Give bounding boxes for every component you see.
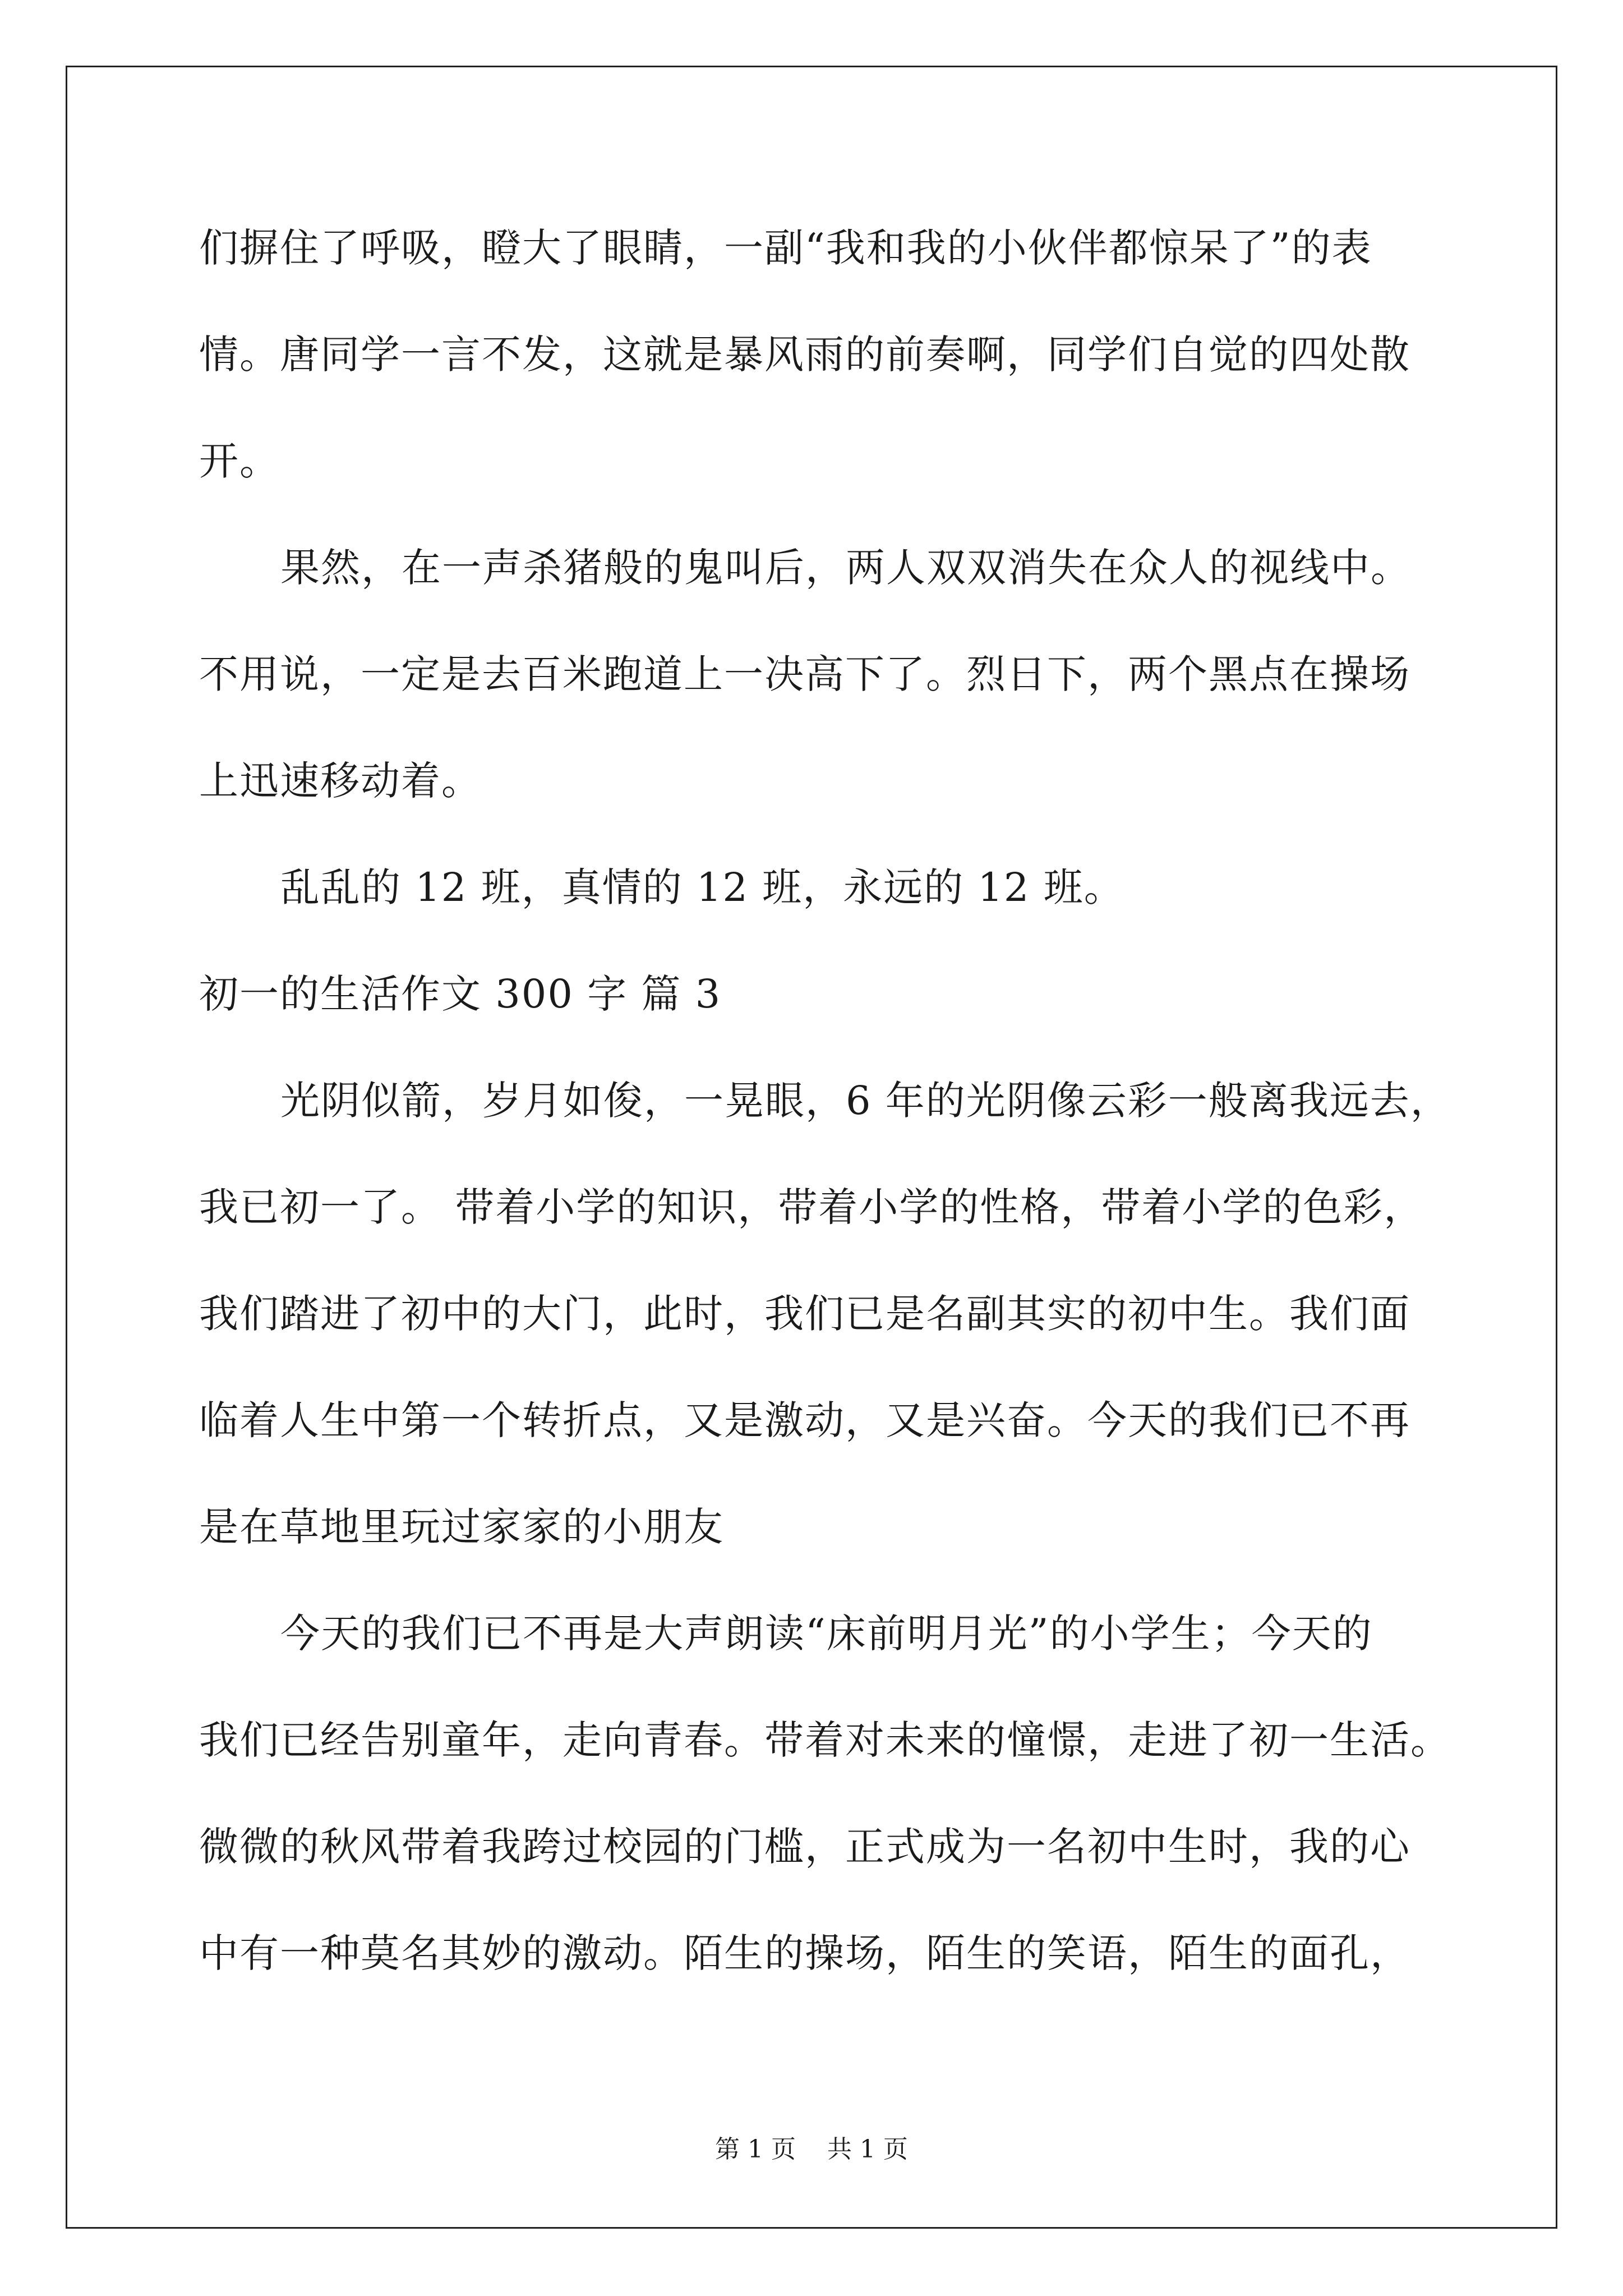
paragraph-line: 今天的我们已不再是大声朗读“床前明月光”的小学生；今天的 bbox=[280, 1611, 1373, 1657]
paragraph-line: 上迅速移动着。 bbox=[199, 758, 482, 804]
paragraph-line: 们摒住了呼吸，瞪大了眼睛，一副“我和我的小伙伴都惊呆了”的表 bbox=[199, 225, 1372, 271]
section-heading: 初一的生活作文 300 字 篇 3 bbox=[199, 971, 722, 1017]
paragraph-line: 光阴似箭，岁月如俊，一晃眼，6 年的光阴像云彩一般离我远去， bbox=[280, 1078, 1451, 1124]
paragraph-line: 我们踏进了初中的大门，此时，我们已是名副其实的初中生。我们面 bbox=[199, 1291, 1410, 1337]
paragraph-line: 临着人生中第一个转折点，又是激动，又是兴奋。今天的我们已不再 bbox=[199, 1397, 1410, 1443]
paragraph-line: 我们已经告别童年，走向青春。带着对未来的憧憬，走进了初一生活。 bbox=[199, 1717, 1451, 1763]
paragraph-line: 果然，在一声杀猪般的鬼叫后，两人双双消失在众人的视线中。 bbox=[280, 545, 1411, 591]
paragraph-line: 开。 bbox=[199, 438, 280, 484]
page-border bbox=[66, 66, 1557, 2229]
paragraph-line: 我已初一了。 带着小学的知识，带着小学的性格，带着小学的色彩， bbox=[199, 1184, 1424, 1230]
paragraph-line: 中有一种莫名其妙的激动。陌生的操场，陌生的笑语，陌生的面孔， bbox=[199, 1930, 1410, 1976]
paragraph-line: 不用说，一定是去百米跑道上一决高下了。烈日下，两个黑点在操场 bbox=[199, 651, 1410, 697]
paragraph-line: 乱乱的 12 班，真情的 12 班，永远的 12 班。 bbox=[280, 864, 1124, 910]
paragraph-line: 微微的秋风带着我跨过校园的门槛，正式成为一名初中生时，我的心 bbox=[199, 1824, 1410, 1870]
paragraph-line: 情。唐同学一言不发，这就是暴风雨的前奏啊，同学们自觉的四处散 bbox=[199, 332, 1410, 378]
paragraph-line: 是在草地里玩过家家的小朋友 bbox=[199, 1504, 724, 1550]
page-footer: 第 1 页 共 1 页 bbox=[715, 2135, 908, 2164]
